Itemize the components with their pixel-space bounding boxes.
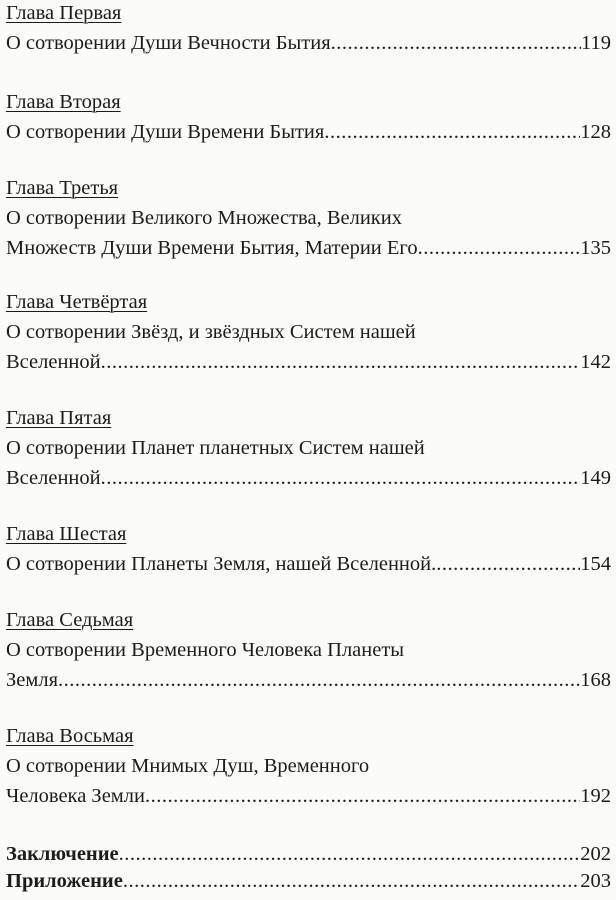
dot-leader: [324, 117, 580, 147]
entry-text: О сотворении Планеты Земля, нашей Вселенной.: [6, 553, 437, 575]
table-of-contents: [6, 0, 611, 895]
chapter-heading: Глава Пятая: [6, 407, 112, 429]
chapter-heading: Глава Шестая: [6, 523, 127, 545]
page-number: 142: [580, 351, 611, 373]
toc-entry-appendix: [6, 868, 611, 895]
chapter-2: [6, 87, 611, 147]
page-number: 203: [580, 870, 611, 892]
entry-text: О сотворении Души Времени Бытия: [6, 121, 325, 143]
entry-text: Человека Земли: [6, 785, 145, 807]
entry-text: Земля: [6, 669, 59, 691]
dot-leader: [101, 347, 581, 377]
final-entries: [6, 841, 611, 895]
toc-entry: [6, 28, 611, 58]
toc-entry-conclusion: [6, 841, 611, 868]
chapter-heading: Глава Восьмая: [6, 725, 134, 747]
page-number: 154: [580, 553, 611, 575]
toc-entry: [6, 233, 611, 263]
page-number: 192: [580, 785, 611, 807]
chapter-6: [6, 519, 611, 579]
page-number: 168: [580, 669, 611, 691]
toc-entry: [6, 665, 611, 695]
dot-leader: [436, 549, 580, 579]
entry-text: О сотворении Души Вечности Бытия: [6, 32, 331, 54]
toc-entry: [6, 781, 611, 811]
dot-leader: [331, 28, 581, 58]
chapter-heading: Глава Четвёртая: [6, 291, 148, 313]
dot-leader: [418, 233, 581, 263]
entry-text-line: О сотворении Планет планетных Систем нашей: [6, 437, 425, 459]
chapter-4: [6, 287, 611, 377]
chapter-5: [6, 403, 611, 493]
page-number: 119: [581, 32, 611, 54]
toc-entry: [6, 347, 611, 377]
entry-text-line: О сотворении Временного Человека Планеты: [6, 639, 405, 661]
page-number: 202: [580, 843, 611, 865]
dot-leader: [101, 463, 581, 493]
chapter-heading: Глава Первая: [6, 2, 122, 24]
toc-entry: [6, 117, 611, 147]
chapter-8: [6, 721, 611, 811]
page-number: 149: [580, 467, 611, 489]
page-number: 128: [580, 121, 611, 143]
chapter-1: [6, 0, 611, 58]
entry-text: Приложение: [6, 870, 123, 892]
dot-leader: [119, 841, 581, 868]
toc-entry: [6, 463, 611, 493]
dot-leader: [123, 868, 580, 895]
chapter-3: [6, 173, 611, 263]
entry-text: Вселенной: [6, 351, 101, 373]
dot-leader: [58, 665, 580, 695]
entry-text: Заключение: [6, 843, 119, 865]
chapter-heading: Глава Третья: [6, 177, 119, 199]
toc-entry: [6, 549, 611, 579]
entry-text-line: О сотворении Звёзд, и звёздных Систем нашей: [6, 321, 416, 343]
page-number: 135: [580, 237, 611, 259]
entry-text: Множеств Души Времени Бытия, Материи Его: [6, 237, 418, 259]
chapter-heading: Глава Вторая: [6, 91, 121, 113]
entry-text: Вселенной: [6, 467, 101, 489]
entry-text-line: О сотворении Великого Множества, Великих: [6, 207, 402, 229]
entry-text-line: О сотворении Мнимых Душ, Временного: [6, 755, 370, 777]
chapter-heading: Глава Седьмая: [6, 609, 134, 631]
chapter-7: [6, 605, 611, 695]
dot-leader: [145, 781, 580, 811]
